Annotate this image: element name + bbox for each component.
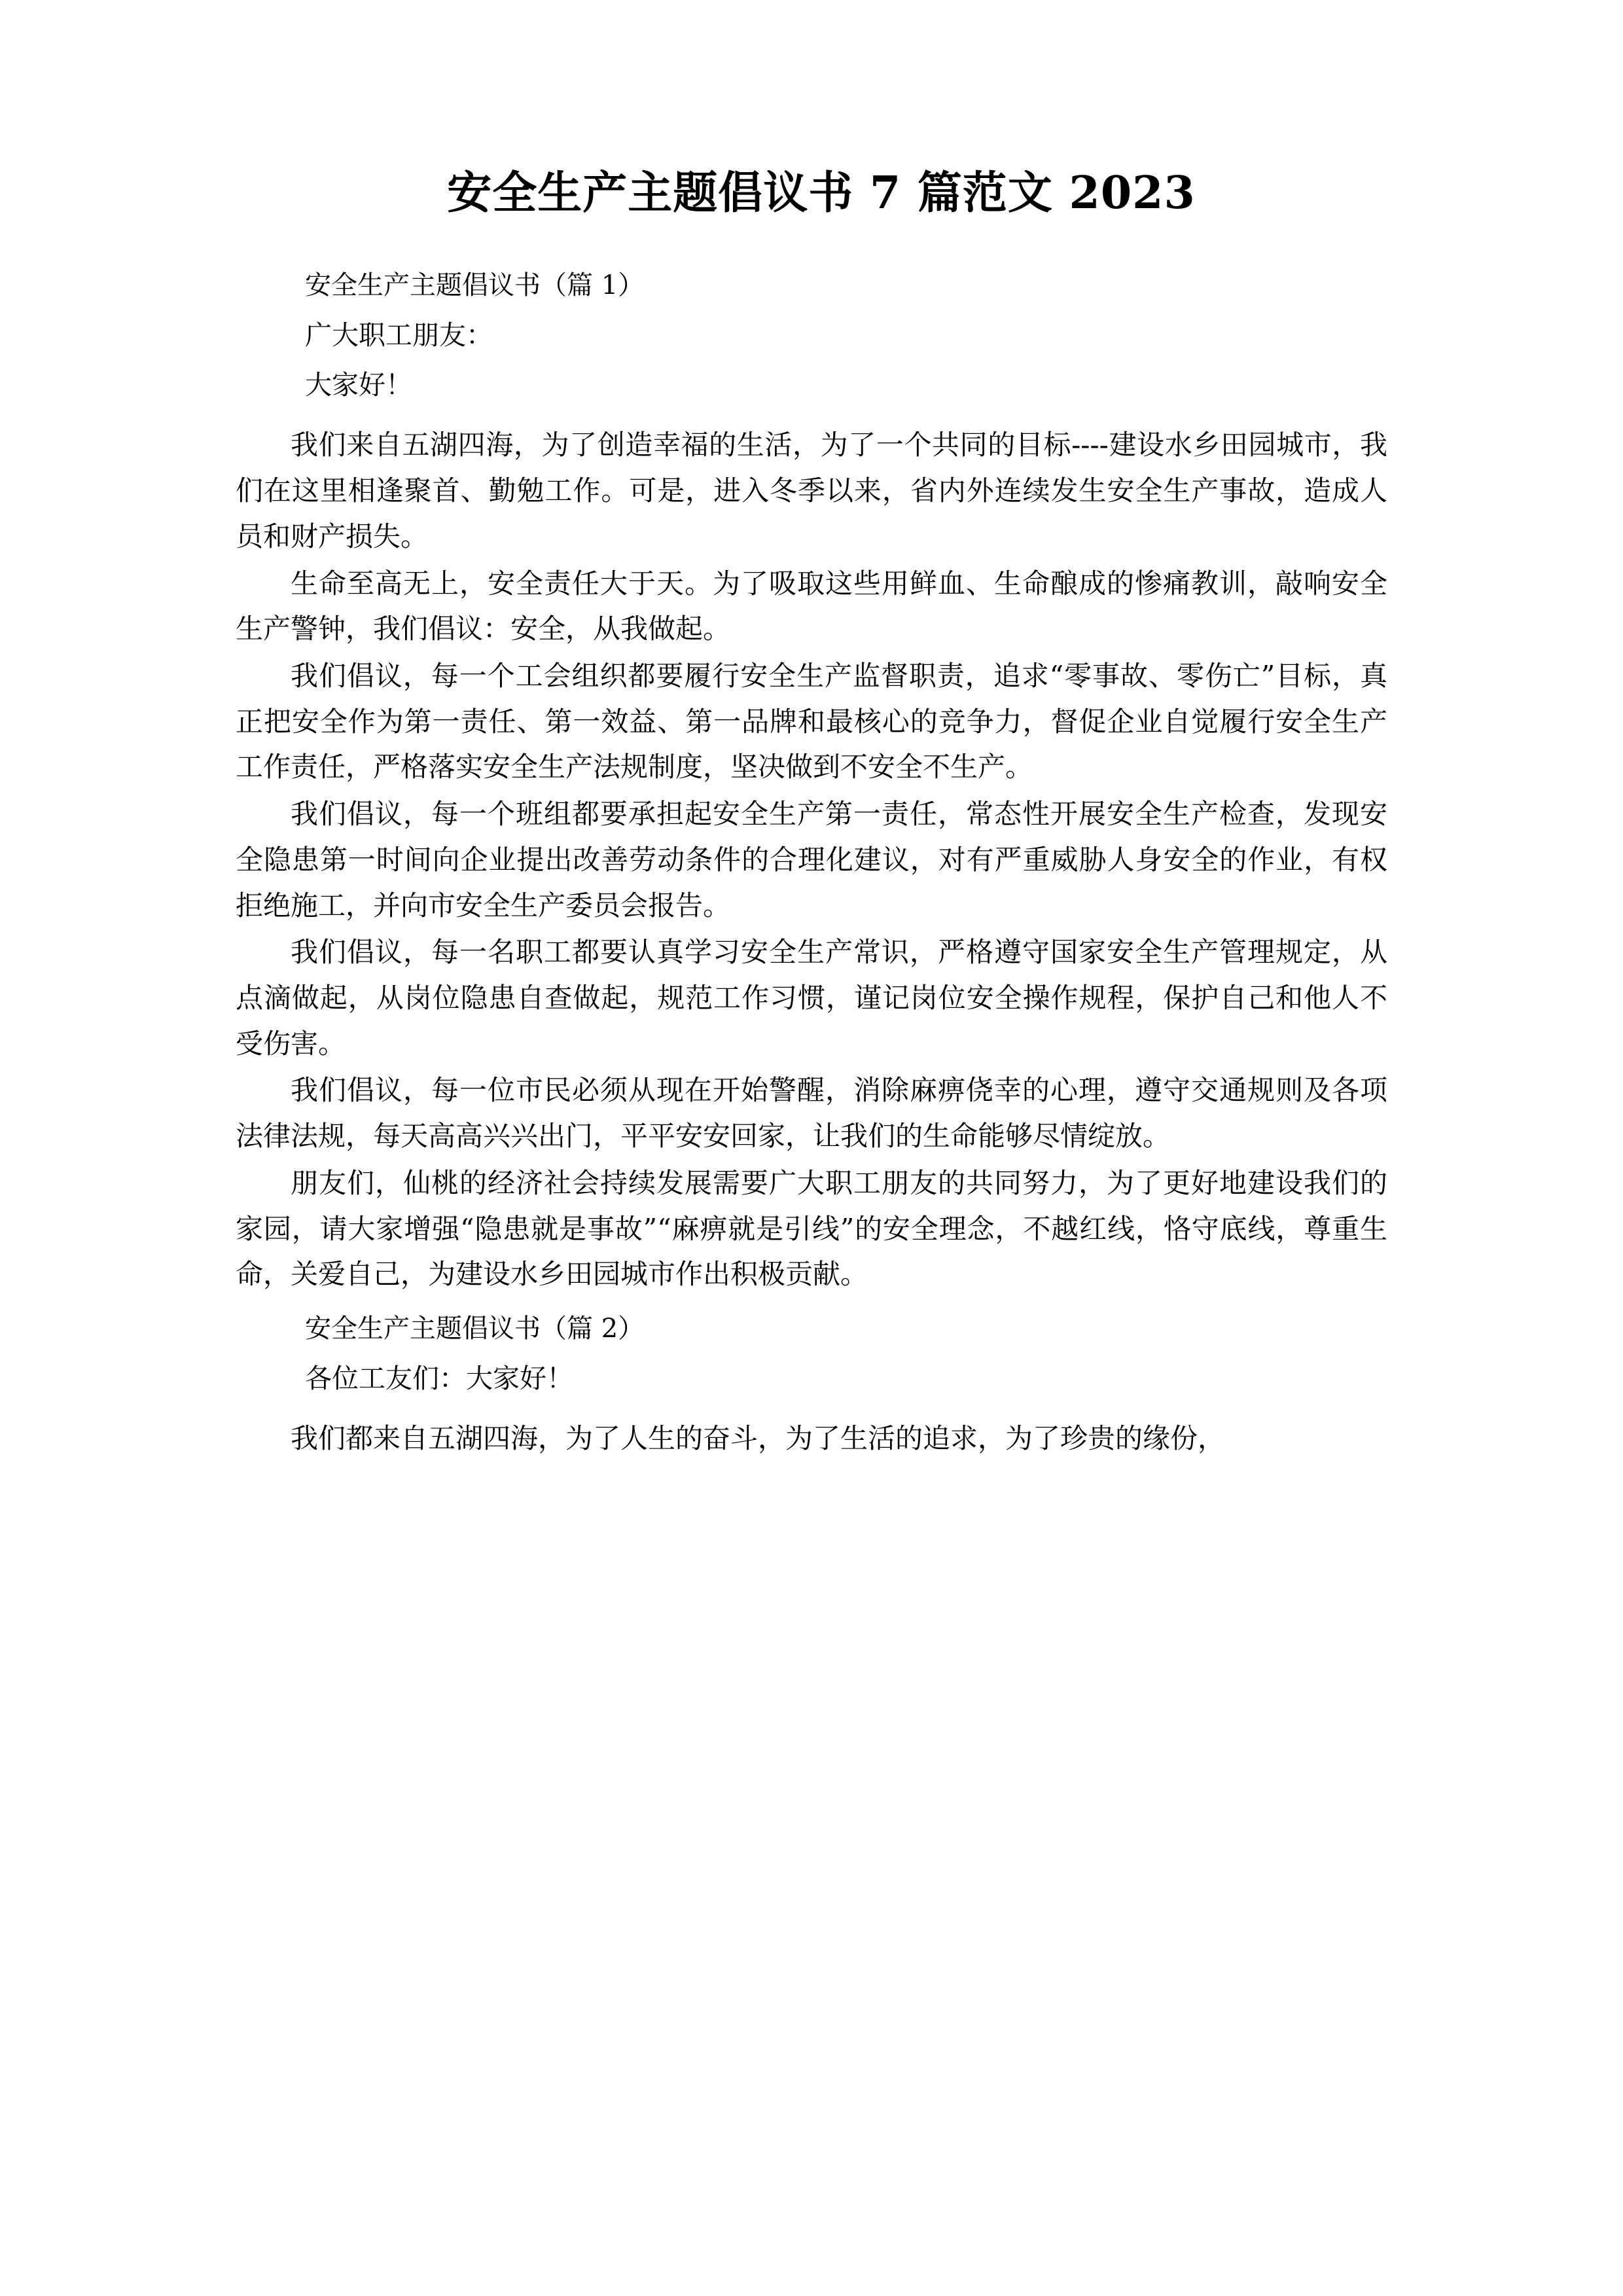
salutation-1: 广大职工朋友： <box>305 319 493 351</box>
paragraph: 生命至高无上，安全责任大于天。为了吸取这些用鲜血、生命酿成的惨痛教训，敲响安全生产警钟，我们倡议：安全，从我做起。 <box>236 567 1387 645</box>
document-content <box>236 164 1387 1462</box>
page-title: 安全生产主题倡议书 7 篇范文 2023 <box>447 167 1196 219</box>
paragraph: 我们都来自五湖四海，为了人生的奋斗，为了生活的追求，为了珍贵的缘份， <box>291 1422 1226 1455</box>
paragraph: 我们来自五湖四海，为了创造幸福的生活，为了一个共同的目标----建设水乡田园城市，我们在这里相逢聚首、勤勉工作。可是，进入冬季以来，省内外连续发生安全生产事故，造成人员和财产损失。 <box>236 429 1387 552</box>
section-heading-2: 安全生产主题倡议书（篇 2） <box>305 1314 645 1344</box>
spacer <box>236 1299 1387 1308</box>
paragraph: 朋友们，仙桃的经济社会持续发展需要广大职工朋友的共同努力，为了更好地建设我们的家园，请大家增强“隐患就是事故”“麻痹就是引线”的安全理念，不越红线，恪守底线，尊重生命，关爱自己，为建设水乡田园城市作出积极贡献。 <box>236 1166 1387 1291</box>
paragraph: 我们倡议，每一个班组都要承担起安全生产第一责任，常态性开展安全生产检查，发现安全隐患第一时间向企业提出改善劳动条件的合理化建议，对有严重威胁人身安全的作业，有权拒绝施工，并向市安全生产委员会报告。 <box>236 798 1387 922</box>
paragraph: 我们倡议，每一个工会组织都要履行安全生产监督职责，追求“零事故、零伤亡”目标，真正把安全作为第一责任、第一效益、第一品牌和最核心的竞争力，督促企业自觉履行安全生产工作责任，严格落实安全生产法规制度，坚决做到不安全不生产。 <box>236 660 1387 783</box>
paragraph: 我们倡议，每一位市民必须从现在开始警醒，消除麻痹侥幸的心理，遵守交通规则及各项法律法规，每天高高兴兴出门，平平安安回家，让我们的生命能够尽情绽放。 <box>236 1074 1387 1153</box>
greeting-1: 大家好！ <box>305 369 412 401</box>
spacer <box>236 1407 1387 1416</box>
paragraph: 我们倡议，每一名职工都要认真学习安全生产常识，严格遵守国家安全生产管理规定，从点滴做起，从岗位隐患自查做起，规范工作习惯，谨记岗位安全操作规程，保护自己和他人不受伤害。 <box>236 936 1387 1060</box>
spacer <box>236 413 1387 422</box>
salutation-2: 各位工友们：大家好！ <box>305 1362 573 1394</box>
section-heading-1: 安全生产主题倡议书（篇 1） <box>305 270 645 300</box>
